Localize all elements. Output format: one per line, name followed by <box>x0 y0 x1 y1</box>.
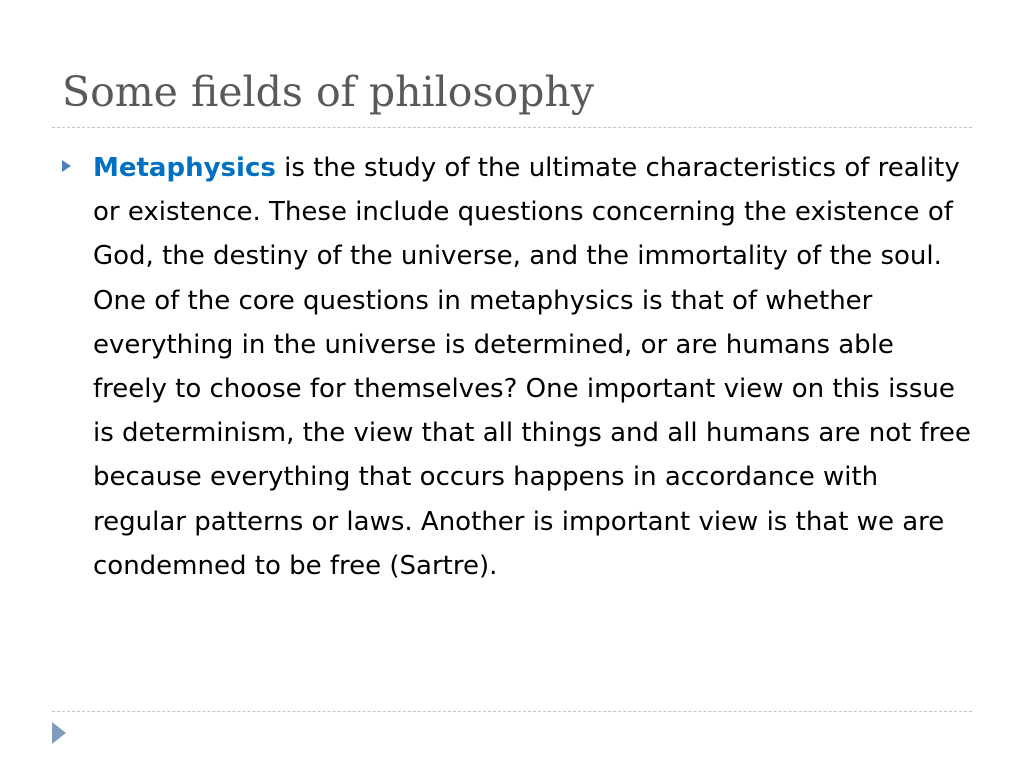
next-slide-arrow-icon[interactable] <box>52 722 66 744</box>
bullet-item <box>62 146 972 588</box>
triangle-bullet-icon <box>62 160 71 172</box>
footer-divider <box>52 711 972 712</box>
bullet-text <box>93 146 972 588</box>
bullet-term: Metaphysics <box>93 153 276 183</box>
slide-title: Some fields of philosophy <box>62 68 594 116</box>
bullet-body: is the study of the ultimate characteristics of reality or existence. These include questions concerning the existence of God, the destiny of the universe, and the immortality of the soul. One of the core questions in metaphysics is that of whether everything in the universe is determined, or are humans able freely to choose for themselves? One important view on this issue is determinism, the view that all things and all humans are not free because everything that occurs happens in accordance with regular patterns or laws. Another is important view is that we are condemned to be free (Sartre). <box>93 153 971 581</box>
title-divider <box>52 127 972 128</box>
